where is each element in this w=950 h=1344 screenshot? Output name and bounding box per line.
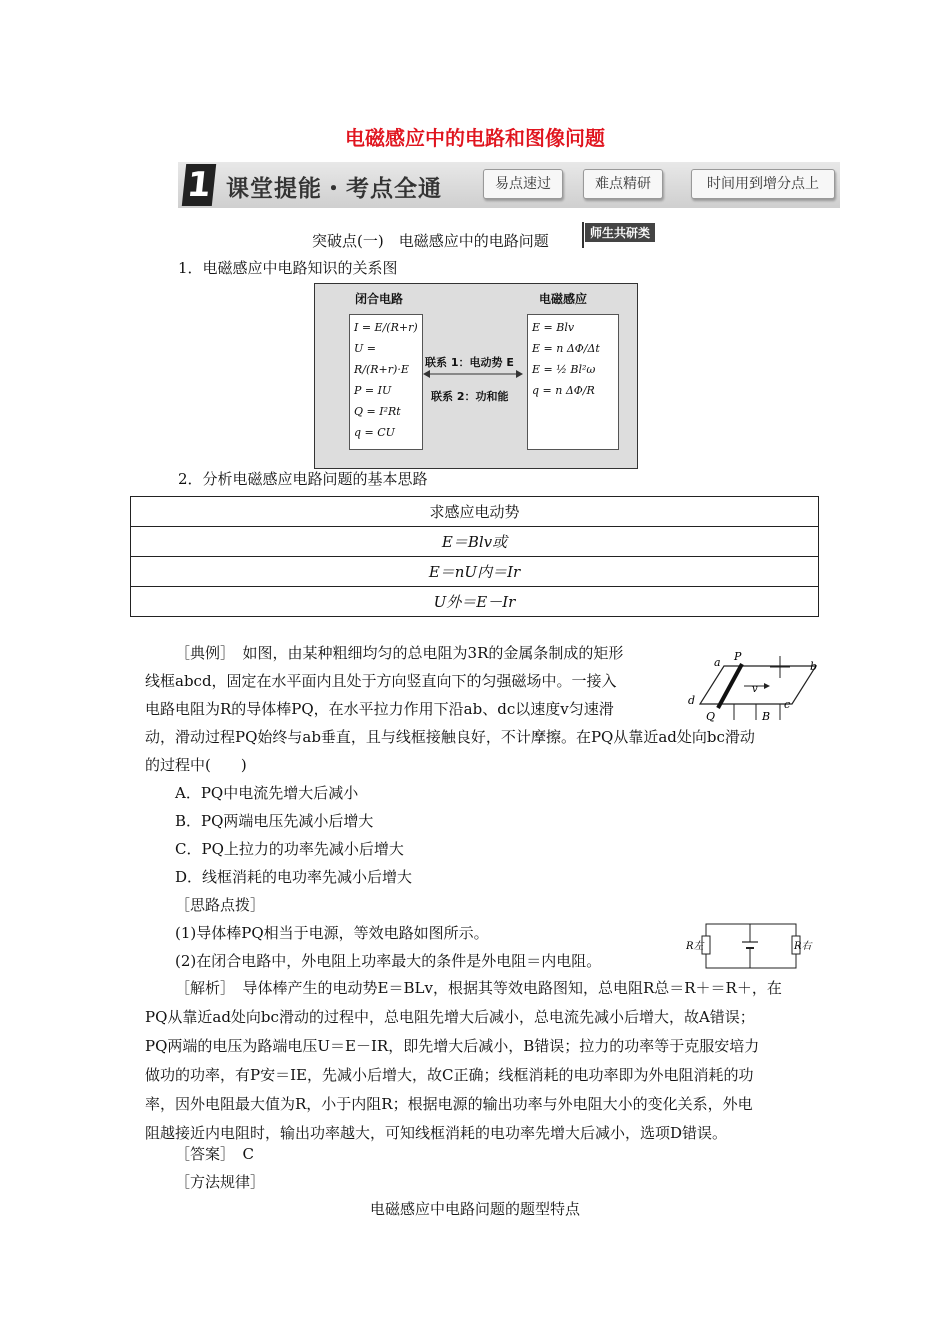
analysis-line: 做功的功率，有P安＝IE，先减小后增大，故C正确；线框消耗的电功率即为外电阻消耗的功: [145, 1066, 754, 1084]
tab-hard-points[interactable]: 难点精研: [583, 169, 663, 199]
label-v: v: [752, 684, 758, 695]
formula: E = ½ Bl²ω: [532, 363, 596, 376]
analysis-line: PQ从靠近ad处向bc滑动的过程中，总电阻先增大后减小，总电流先减小后增大，故A错误；: [145, 1008, 755, 1026]
formula: P = IU: [354, 384, 392, 397]
table-row: [131, 527, 819, 557]
banner-number: 1: [182, 164, 216, 206]
analysis-line: 阻越接近内电阻时，输出功率越大，可知线框消耗的电功率先增大后减小，选项D错误。: [145, 1124, 728, 1142]
item-1: 1．电磁感应中电路知识的关系图: [178, 259, 398, 277]
table-cell: E＝nU内＝Ir: [131, 557, 819, 587]
example-block: [145, 639, 685, 723]
hint-label: ［思路点拨］: [175, 896, 266, 914]
answer-block: [175, 1140, 265, 1196]
label-q: Q: [706, 710, 716, 723]
banner-heading: 课堂提能・考点全通: [226, 176, 442, 202]
table-row: [131, 557, 819, 587]
answer: ［答案］ C: [175, 1145, 254, 1163]
method-label: ［方法规律］: [175, 1173, 266, 1191]
section-banner: [178, 162, 840, 208]
label-field: B: [762, 710, 771, 723]
formula: U = R/(R+r)·E: [354, 342, 409, 376]
resistor-right-label: R右: [794, 941, 812, 952]
option-b: B．PQ两端电压先减小后增大: [175, 812, 374, 830]
example-text: 电路电阻为R的导体棒PQ，在水平拉力作用下沿ab、dc以速度v匀速滑: [145, 700, 614, 718]
formula: q = n ΔΦ/R: [532, 384, 595, 397]
diagram-left-title: 闭合电路: [355, 292, 404, 306]
footer-heading: 电磁感应中电路问题的题型特点: [369, 1200, 580, 1218]
formula: q = CU: [354, 426, 395, 439]
section-heading: 突破点(一) 电磁感应中的电路问题: [312, 232, 549, 250]
resistor-left-label: R左: [686, 941, 704, 952]
example-continued: [145, 723, 825, 779]
formula: E = n ΔΦ/Δt: [532, 342, 600, 355]
hint-point-2: (2)在闭合电路中，外电阻上功率最大的条件是外电阻＝内电阻。: [175, 952, 602, 970]
table-row: [131, 587, 819, 617]
example-text: 动，滑动过程PQ始终与ab垂直，且与线框接触良好，不计摩擦。在PQ从靠近ad处向bc滑动: [145, 728, 755, 746]
option-c: C．PQ上拉力的功率先减小后增大: [175, 840, 404, 858]
item-2: 2．分析电磁感应电路问题的基本思路: [178, 470, 428, 488]
label-p: P: [734, 652, 742, 663]
section-stamp: 师生共研类: [585, 223, 655, 242]
tab-easy-points[interactable]: 易点速过: [483, 169, 563, 199]
diagram-right-title: 电磁感应: [539, 292, 588, 306]
example-text: 如图，由某种粗细均匀的总电阻为3R的金属条制成的矩形: [242, 644, 624, 662]
table-cell: E＝Blv或: [131, 527, 819, 557]
rail-figure: [684, 652, 824, 726]
label-b: b: [810, 660, 818, 673]
analysis-label: ［解析］: [175, 979, 228, 997]
formula: Q = I²Rt: [354, 405, 401, 418]
option-a: A．PQ中电流先增大后减小: [175, 784, 359, 802]
analysis-table: [130, 496, 819, 617]
link-2-label: 联系 2：功和能: [431, 390, 509, 403]
table-row: [131, 497, 819, 527]
relationship-diagram: [314, 283, 638, 469]
example-text: 的过程中( ): [145, 756, 247, 774]
em-induction-box: [527, 314, 619, 450]
table-cell: U外＝E－Ir: [131, 587, 819, 617]
analysis-block: [145, 974, 825, 1148]
formula: I = E/(R+r): [354, 321, 418, 334]
hint-point-1: (1)导体棒PQ相当于电源，等效电路如图所示。: [175, 924, 489, 942]
options-list: [175, 779, 601, 975]
table-cell: 求感应电动势: [131, 497, 819, 527]
closed-circuit-box: [349, 314, 423, 450]
link-1-label: 联系 1：电动势 E: [425, 356, 514, 369]
formula: E = Blv: [532, 321, 575, 334]
analysis-line: 导体棒产生的电动势E＝BLv，根据其等效电路图知，总电阻R总＝R＋＝R＋，在: [242, 979, 782, 997]
page-title: 电磁感应中的电路和图像问题: [345, 126, 605, 150]
tab-score-points[interactable]: 时间用到增分点上: [691, 169, 835, 199]
label-a: a: [714, 656, 721, 669]
option-d: D．线框消耗的电功率先减小后增大: [175, 868, 413, 886]
example-label: ［典例］: [175, 644, 228, 662]
example-text: 线框abcd，固定在水平面内且处于方向竖直向下的匀强磁场中。一接入: [145, 672, 617, 690]
label-c: c: [784, 698, 791, 711]
analysis-line: PQ两端的电压为路端电压U＝E－IR，即先增大后减小，B错误；拉力的功率等于克服安培力: [145, 1037, 760, 1055]
equivalent-circuit: [686, 920, 816, 972]
stamp-divider: [582, 222, 584, 248]
analysis-line: 率，因外电阻最大值为R，小于内阻R；根据电源的输出功率与外电阻大小的变化关系，外电: [145, 1095, 753, 1113]
label-d: d: [688, 694, 696, 707]
